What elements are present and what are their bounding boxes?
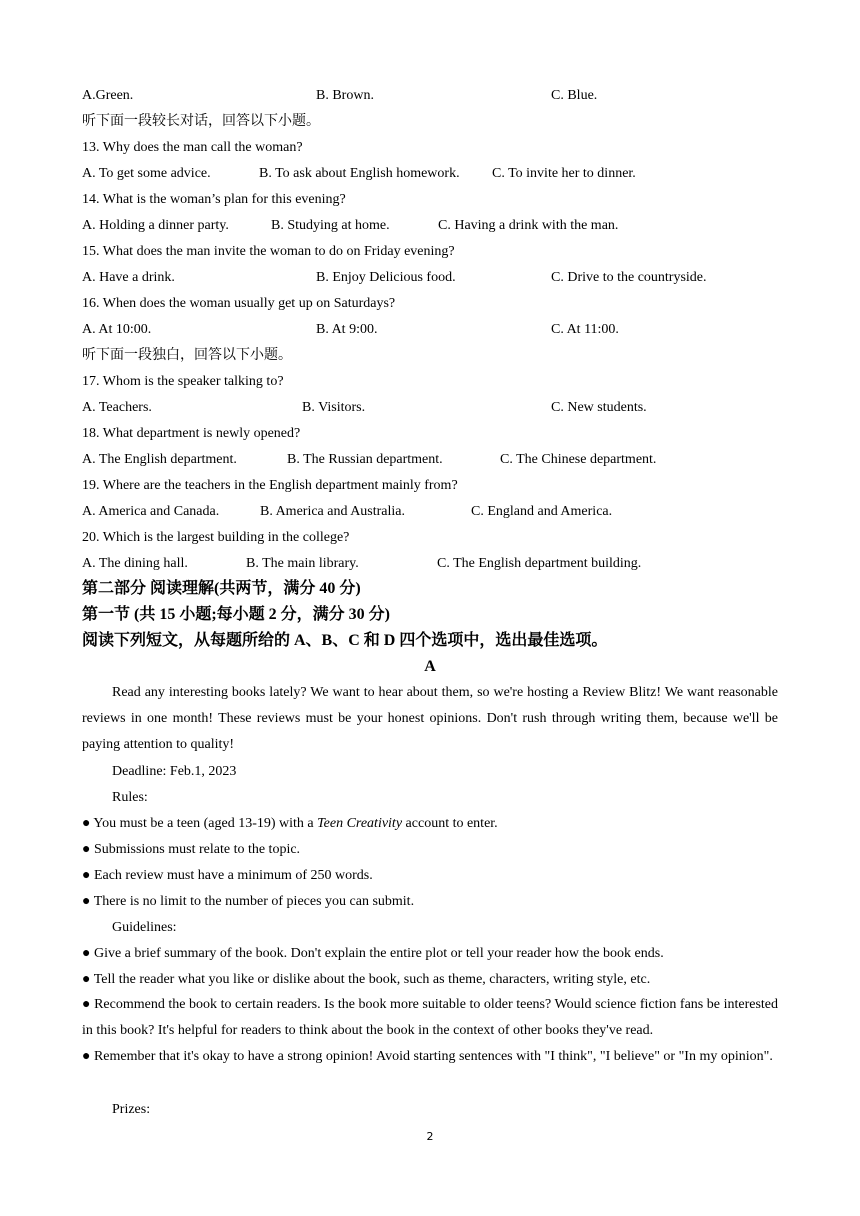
q20-option-b: B. The main library.	[246, 556, 359, 571]
question-19: 19. Where are the teachers in the English department mainly from?	[82, 478, 458, 493]
q16-option-c: C. At 11:00.	[551, 322, 619, 337]
q13-option-c: C. To invite her to dinner.	[492, 166, 636, 181]
q15-option-a: A. Have a drink.	[82, 270, 175, 285]
question-20: 20. Which is the largest building in the college?	[82, 530, 350, 545]
rule1-text-end: account to enter.	[402, 816, 498, 831]
question-18: 18. What department is newly opened?	[82, 426, 301, 441]
reading-instruction: 阅读下列短文，从每题所给的 A、B、C 和 D 四个选项中，选出最佳选项。	[82, 632, 608, 649]
q15-option-b: B. Enjoy Delicious food.	[316, 270, 456, 285]
q14-option-a: A. Holding a dinner party.	[82, 218, 229, 233]
q17-option-a: A. Teachers.	[82, 400, 152, 415]
q12-option-a: A.Green.	[82, 88, 134, 103]
guidelines-heading: Guidelines:	[112, 920, 177, 935]
guideline-item: ● Tell the reader what you like or dislike about the book, such as theme, characters, writing style, etc.	[82, 972, 651, 987]
q14-option-b: B. Studying at home.	[271, 218, 390, 233]
teen-creativity-name: Teen Creativity	[317, 816, 403, 831]
guideline-item: ● Give a brief summary of the book. Don't explain the entire plot or tell your reader how the book ends.	[82, 946, 664, 961]
q20-option-c: C. The English department building.	[437, 556, 642, 571]
question-14: 14. What is the woman’s plan for this evening?	[82, 192, 346, 207]
rule-item: ● Submissions must relate to the topic.	[82, 842, 301, 857]
rules-heading: Rules:	[112, 790, 148, 805]
rule-item: ● There is no limit to the number of pieces you can submit.	[82, 894, 415, 909]
rule-item: ● Each review must have a minimum of 250 words.	[82, 868, 373, 883]
q18-option-b: B. The Russian department.	[287, 452, 443, 467]
q14-option-c: C. Having a drink with the man.	[438, 218, 619, 233]
q20-option-a: A. The dining hall.	[82, 556, 188, 571]
monologue-intro: 听下面一段独白，回答以下小题。	[82, 348, 292, 363]
q12-option-c: C. Blue.	[551, 88, 598, 103]
passage-label: A	[424, 658, 436, 675]
q16-option-b: B. At 9:00.	[316, 322, 378, 337]
q15-option-c: C. Drive to the countryside.	[551, 270, 707, 285]
prizes-heading: Prizes:	[112, 1102, 151, 1117]
question-17: 17. Whom is the speaker talking to?	[82, 374, 284, 389]
deadline: Deadline: Feb.1, 2023	[112, 764, 237, 779]
q19-option-b: B. America and Australia.	[260, 504, 406, 519]
part2-title: 第二部分 阅读理解(共两节，满分 40 分)	[82, 580, 361, 597]
section1-title: 第一节 (共 15 小题;每小题 2 分，满分 30 分)	[82, 606, 390, 623]
q13-option-b: B. To ask about English homework.	[259, 166, 460, 181]
page-number: 2	[426, 1130, 434, 1143]
passage-intro: Read any interesting books lately? We want to hear about them, so we're hosting a Review Blitz! We want reasonable reviews in one month! These reviews must be your honest opinions. Don't rush through writing them, because we'll be paying attention to quality!	[82, 685, 778, 752]
q16-option-a: A. At 10:00.	[82, 322, 152, 337]
q17-option-c: C. New students.	[551, 400, 647, 415]
q19-option-a: A. America and Canada.	[82, 504, 220, 519]
q19-option-c: C. England and America.	[471, 504, 613, 519]
guideline-item: ● Recommend the book to certain readers. Is the book more suitable to older teens? Would science fiction fans be interested in this book? It's helpful for readers to think about the book in the context of other books they've read.	[82, 997, 778, 1038]
q18-option-c: C. The Chinese department.	[500, 452, 657, 467]
question-13: 13. Why does the man call the woman?	[82, 140, 303, 155]
q13-option-a: A. To get some advice.	[82, 166, 211, 181]
dialog-intro: 听下面一段较长对话，回答以下小题。	[82, 114, 320, 129]
question-15: 15. What does the man invite the woman to do on Friday evening?	[82, 244, 455, 259]
q12-option-b: B. Brown.	[316, 88, 374, 103]
q17-option-b: B. Visitors.	[302, 400, 366, 415]
q18-option-a: A. The English department.	[82, 452, 237, 467]
guideline-item: ● Remember that it's okay to have a strong opinion! Avoid starting sentences with "I think", "I believe" or "In my opinion".	[82, 1049, 773, 1064]
question-16: 16. When does the woman usually get up on Saturdays?	[82, 296, 396, 311]
rule1-text: ● You must be a teen (aged 13-19) with a	[82, 816, 318, 831]
rule-item	[82, 815, 498, 833]
